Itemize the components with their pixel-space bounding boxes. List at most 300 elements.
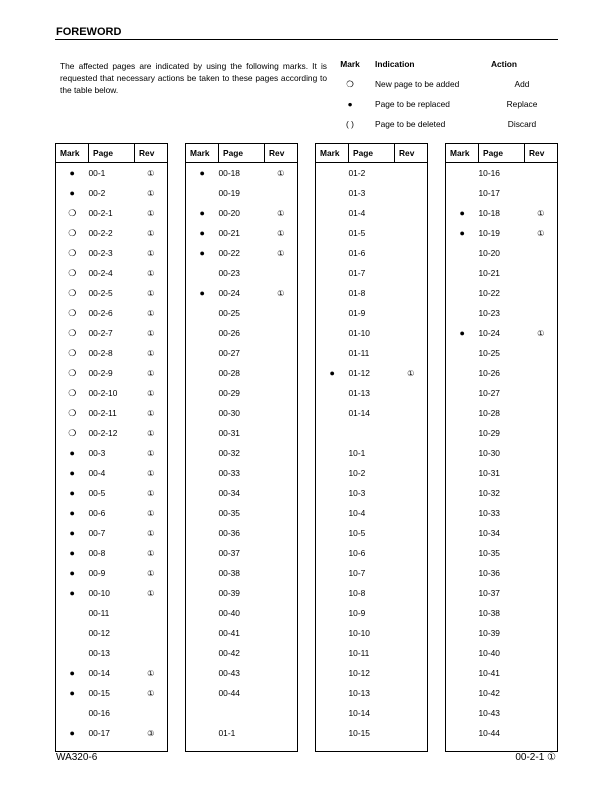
table-row (316, 483, 428, 503)
rev-cell (265, 343, 298, 363)
replace-mark-icon: ● (199, 248, 205, 258)
page-cell: 01-11 (348, 348, 370, 358)
table-header-row (56, 144, 168, 163)
table-row (446, 243, 558, 263)
table-row (186, 643, 298, 663)
page-cell (349, 423, 395, 443)
table-row (186, 723, 298, 743)
mark-cell (186, 603, 219, 623)
page-cell: 10-12 (348, 668, 370, 678)
table-row (446, 203, 558, 223)
table-row (446, 503, 558, 523)
table-row (316, 403, 428, 423)
page-cell: 10-24 (478, 328, 500, 338)
rev-cell: ① (147, 428, 155, 438)
legend-action: Add (514, 79, 530, 89)
page-cell: 10-22 (478, 288, 500, 298)
table-row (56, 343, 168, 363)
table-bottom-padding (316, 743, 428, 752)
page-cell: 00-2-12 (88, 428, 118, 438)
rev-cell: ① (147, 328, 155, 338)
table-row (186, 463, 298, 483)
replace-mark-icon: ● (69, 588, 75, 598)
mark-cell (316, 403, 349, 423)
page-cell: 00-7 (88, 528, 106, 538)
page-cell (219, 703, 265, 723)
table-row (186, 583, 298, 603)
table-row (316, 263, 428, 283)
table-row (56, 723, 168, 743)
padding-cell (186, 743, 219, 752)
rev-cell (395, 563, 428, 583)
rev-cell (525, 403, 558, 423)
page-cell: 00-42 (218, 648, 240, 658)
new-page-mark-icon: ❍ (346, 79, 354, 89)
table-row (446, 283, 558, 303)
table-row (446, 223, 558, 243)
mark-cell (186, 543, 219, 563)
replace-mark-icon: ● (69, 448, 75, 458)
table-row (446, 483, 558, 503)
legend-action: Discard (507, 119, 537, 129)
mark-cell (186, 423, 219, 443)
table-row (316, 203, 428, 223)
header-page: Page (219, 144, 265, 163)
page-cell: 00-2 (88, 188, 106, 198)
replace-mark-icon: ● (69, 548, 75, 558)
rev-cell (265, 263, 298, 283)
rev-cell (395, 463, 428, 483)
rev-cell: ① (147, 388, 155, 398)
page-cell: 10-2 (348, 468, 366, 478)
mark-cell (186, 363, 219, 383)
table-row (316, 343, 428, 363)
table-row (56, 303, 168, 323)
page-cell: 00-14 (88, 668, 110, 678)
padding-cell (349, 743, 395, 752)
table-row (186, 663, 298, 683)
header-mark: Mark (316, 144, 349, 163)
rev-cell (265, 443, 298, 463)
padding-cell (56, 743, 89, 752)
rev-cell (395, 263, 428, 283)
revision-table-3 (315, 143, 428, 752)
page-cell: 00-17 (88, 728, 110, 738)
legend-row-discard (336, 115, 558, 135)
rev-cell (525, 723, 558, 743)
legend-header-row (336, 55, 558, 75)
page-cell: 00-3 (88, 448, 106, 458)
table-row (56, 443, 168, 463)
replace-mark-icon: ● (199, 288, 205, 298)
mark-cell (446, 343, 479, 363)
page-cell: 00-16 (88, 708, 110, 718)
header-rev: Rev (135, 144, 168, 163)
mark-cell (446, 383, 479, 403)
mark-cell (186, 303, 219, 323)
rev-cell: ① (147, 508, 155, 518)
rev-cell: ① (147, 208, 155, 218)
page-cell: 10-44 (478, 728, 500, 738)
mark-cell (446, 623, 479, 643)
header-mark: Mark (446, 144, 479, 163)
table-row (446, 583, 558, 603)
table-row (186, 523, 298, 543)
page-cell: 10-19 (478, 228, 500, 238)
page-cell: 00-10 (88, 588, 110, 598)
rev-cell (525, 543, 558, 563)
rev-cell: ① (147, 448, 155, 458)
page-cell: 00-2-1 (88, 208, 113, 218)
rev-cell (525, 443, 558, 463)
table-row (316, 463, 428, 483)
table-row (56, 243, 168, 263)
table-row (316, 703, 428, 723)
revision-table-4 (445, 143, 558, 752)
mark-cell (316, 323, 349, 343)
mark-cell (316, 503, 349, 523)
rev-cell: ① (147, 368, 155, 378)
page-cell: 10-39 (478, 628, 500, 638)
page-cell: 00-37 (218, 548, 240, 558)
replace-mark-icon: ● (459, 328, 465, 338)
page-cell: 00-2-10 (88, 388, 118, 398)
page-cell: 00-2-8 (88, 348, 113, 358)
page-cell: 10-18 (478, 208, 500, 218)
rev-cell: ① (277, 228, 285, 238)
page-cell: 00-5 (88, 488, 106, 498)
rev-cell (265, 303, 298, 323)
page-cell: 00-43 (218, 668, 240, 678)
table-row (316, 643, 428, 663)
table-row (56, 543, 168, 563)
replace-mark-icon: ● (459, 228, 465, 238)
table-row (186, 683, 298, 703)
page-cell: 01-12 (348, 368, 370, 378)
table-row (446, 723, 558, 743)
page-cell: 00-22 (218, 248, 240, 258)
page-cell: 10-4 (348, 508, 366, 518)
rev-cell: ① (537, 328, 545, 338)
page-cell: 01-4 (348, 208, 366, 218)
table-row (316, 623, 428, 643)
page-cell: 00-2-6 (88, 308, 113, 318)
new-page-mark-icon: ❍ (68, 427, 77, 438)
mark-cell (446, 263, 479, 283)
mark-cell (316, 563, 349, 583)
rev-cell (135, 643, 168, 663)
rev-cell (525, 623, 558, 643)
table-row (316, 443, 428, 463)
rev-cell: ① (147, 168, 155, 178)
table-row (186, 603, 298, 623)
new-page-mark-icon: ❍ (68, 347, 77, 358)
table-row (446, 163, 558, 184)
page-cell: 00-9 (88, 568, 106, 578)
legend-header-action: Action (490, 59, 518, 69)
replace-page-mark-icon: ● (347, 99, 353, 109)
rev-cell (395, 523, 428, 543)
rev-cell (525, 363, 558, 383)
page-number: 00-2-1 ① (515, 752, 556, 763)
page-cell: 00-8 (88, 548, 106, 558)
page-cell: 01-5 (348, 228, 366, 238)
mark-cell (446, 303, 479, 323)
rev-cell: ① (147, 528, 155, 538)
new-page-mark-icon: ❍ (68, 367, 77, 378)
rev-cell (265, 683, 298, 703)
page-cell: 00-33 (218, 468, 240, 478)
new-page-mark-icon: ❍ (68, 247, 77, 258)
revision-table-1 (55, 143, 168, 752)
new-page-mark-icon: ❍ (68, 267, 77, 278)
table-row (56, 323, 168, 343)
mark-cell (186, 683, 219, 703)
mark-cell (56, 603, 89, 623)
mark-cell (186, 563, 219, 583)
rev-cell (525, 283, 558, 303)
mark-cell (186, 443, 219, 463)
table-row (316, 283, 428, 303)
page-cell: 10-8 (348, 588, 366, 598)
mark-cell (186, 523, 219, 543)
delete-page-mark-icon: ( ) (346, 119, 354, 129)
rev-cell (265, 663, 298, 683)
header-mark: Mark (186, 144, 219, 163)
table-row (186, 283, 298, 303)
table-row (186, 443, 298, 463)
mark-cell (186, 583, 219, 603)
table-row (316, 383, 428, 403)
rev-cell: ① (407, 368, 415, 378)
rev-cell (265, 483, 298, 503)
table-row (316, 583, 428, 603)
mark-cell (446, 723, 479, 743)
page-title: FOREWORD (56, 26, 122, 38)
table-row (446, 543, 558, 563)
table-row (56, 683, 168, 703)
rev-cell (265, 403, 298, 423)
page-cell: 10-15 (348, 728, 370, 738)
page-cell: 10-37 (478, 588, 500, 598)
mark-cell (446, 183, 479, 203)
mark-cell (446, 643, 479, 663)
table-header-row (446, 144, 558, 163)
mark-cell (56, 623, 89, 643)
new-page-mark-icon: ❍ (68, 387, 77, 398)
page-cell: 00-39 (218, 588, 240, 598)
table-row (316, 523, 428, 543)
page-cell: 00-32 (218, 448, 240, 458)
mark-cell (446, 543, 479, 563)
table-row (186, 423, 298, 443)
mark-cell (446, 503, 479, 523)
page-cell: 00-35 (218, 508, 240, 518)
rev-cell (525, 423, 558, 443)
rev-cell (395, 303, 428, 323)
rev-cell: ① (147, 348, 155, 358)
page-cell: 00-41 (218, 628, 240, 638)
mark-cell (186, 723, 219, 743)
page-cell: 00-34 (218, 488, 240, 498)
table-row (56, 223, 168, 243)
page-cell: 10-32 (478, 488, 500, 498)
rev-cell (265, 503, 298, 523)
rev-cell (395, 723, 428, 743)
rev-cell (395, 283, 428, 303)
table-row (56, 263, 168, 283)
table-row (56, 163, 168, 184)
table-row (186, 503, 298, 523)
mark-cell (316, 203, 349, 223)
page-cell: 10-38 (478, 608, 500, 618)
page-cell: 01-13 (348, 388, 370, 398)
table-row (316, 423, 428, 443)
mark-cell (186, 703, 219, 723)
rev-cell (395, 683, 428, 703)
table-row (186, 223, 298, 243)
page-cell: 00-24 (218, 288, 240, 298)
page-cell: 00-12 (88, 628, 110, 638)
header-page: Page (479, 144, 525, 163)
table-row (56, 403, 168, 423)
table-bottom-padding (186, 743, 298, 752)
page-cell: 10-25 (478, 348, 500, 358)
table-row (56, 663, 168, 683)
mark-cell (446, 603, 479, 623)
page-cell: 00-2-9 (88, 368, 113, 378)
page-cell: 10-10 (348, 628, 370, 638)
rev-cell: ① (147, 408, 155, 418)
table-row (56, 643, 168, 663)
table-row (186, 303, 298, 323)
rev-cell (395, 343, 428, 363)
rev-cell (525, 383, 558, 403)
page-cell: 00-29 (218, 388, 240, 398)
mark-cell (316, 343, 349, 363)
rev-cell (395, 163, 428, 184)
rev-cell (265, 723, 298, 743)
table-row (446, 363, 558, 383)
mark-cell (316, 523, 349, 543)
rev-cell: ① (537, 228, 545, 238)
mark-cell (56, 643, 89, 663)
legend-row-replace (336, 95, 558, 115)
page-cell: 00-31 (218, 428, 240, 438)
mark-cell (316, 543, 349, 563)
page-cell: 10-14 (348, 708, 370, 718)
replace-mark-icon: ● (69, 488, 75, 498)
legend-indication: Page to be replaced (375, 99, 450, 109)
table-row (446, 683, 558, 703)
mark-cell (446, 243, 479, 263)
table-row (186, 183, 298, 203)
mark-cell (446, 703, 479, 723)
table-row (56, 463, 168, 483)
rev-cell: ① (147, 568, 155, 578)
mark-cell (316, 423, 349, 443)
page-cell: 10-20 (478, 248, 500, 258)
rev-cell (525, 483, 558, 503)
page-cell: 10-35 (478, 548, 500, 558)
padding-cell (395, 743, 428, 752)
rev-cell (525, 683, 558, 703)
legend-action: Replace (506, 99, 538, 109)
padding-cell (265, 743, 298, 752)
title-divider (55, 39, 558, 40)
padding-cell (446, 743, 479, 752)
rev-cell (525, 663, 558, 683)
table-row (316, 543, 428, 563)
rev-cell (265, 643, 298, 663)
mark-cell (446, 483, 479, 503)
page-cell: 10-27 (478, 388, 500, 398)
replace-mark-icon: ● (69, 188, 75, 198)
rev-cell (265, 423, 298, 443)
table-row (186, 623, 298, 643)
rev-cell (525, 243, 558, 263)
replace-mark-icon: ● (69, 168, 75, 178)
table-row (186, 263, 298, 283)
mark-cell (186, 663, 219, 683)
mark-cell (186, 463, 219, 483)
page-cell: 10-21 (478, 268, 500, 278)
page-cell: 01-7 (348, 268, 366, 278)
mark-cell (316, 283, 349, 303)
mark-cell (316, 443, 349, 463)
revision-table-2 (185, 143, 298, 752)
mark-cell (446, 583, 479, 603)
table-row (56, 503, 168, 523)
page-cell: 10-34 (478, 528, 500, 538)
table-row (56, 203, 168, 223)
mark-cell (316, 163, 349, 184)
page-cell: 00-2-7 (88, 328, 113, 338)
rev-cell (265, 703, 298, 723)
mark-cell (316, 663, 349, 683)
rev-cell (395, 183, 428, 203)
rev-cell (135, 703, 168, 723)
rev-cell (265, 383, 298, 403)
legend-row-add (336, 75, 558, 95)
rev-cell (265, 583, 298, 603)
mark-cell (316, 603, 349, 623)
table-row (446, 603, 558, 623)
new-page-mark-icon: ❍ (68, 407, 77, 418)
table-row (316, 503, 428, 523)
mark-cell (316, 643, 349, 663)
table-row (186, 323, 298, 343)
table-row (446, 343, 558, 363)
rev-cell: ① (537, 208, 545, 218)
page-cell: 00-36 (218, 528, 240, 538)
mark-cell (446, 523, 479, 543)
rev-cell (135, 603, 168, 623)
header-page: Page (349, 144, 395, 163)
mark-cell (446, 423, 479, 443)
table-row (186, 203, 298, 223)
padding-cell (219, 743, 265, 752)
mark-cell (316, 383, 349, 403)
page-cell: 00-18 (218, 168, 240, 178)
mark-cell (316, 723, 349, 743)
table-row (316, 683, 428, 703)
rev-cell (395, 383, 428, 403)
page-cell: 10-11 (348, 648, 370, 658)
rev-cell (525, 503, 558, 523)
page-cell: 10-9 (348, 608, 366, 618)
rev-cell (265, 183, 298, 203)
